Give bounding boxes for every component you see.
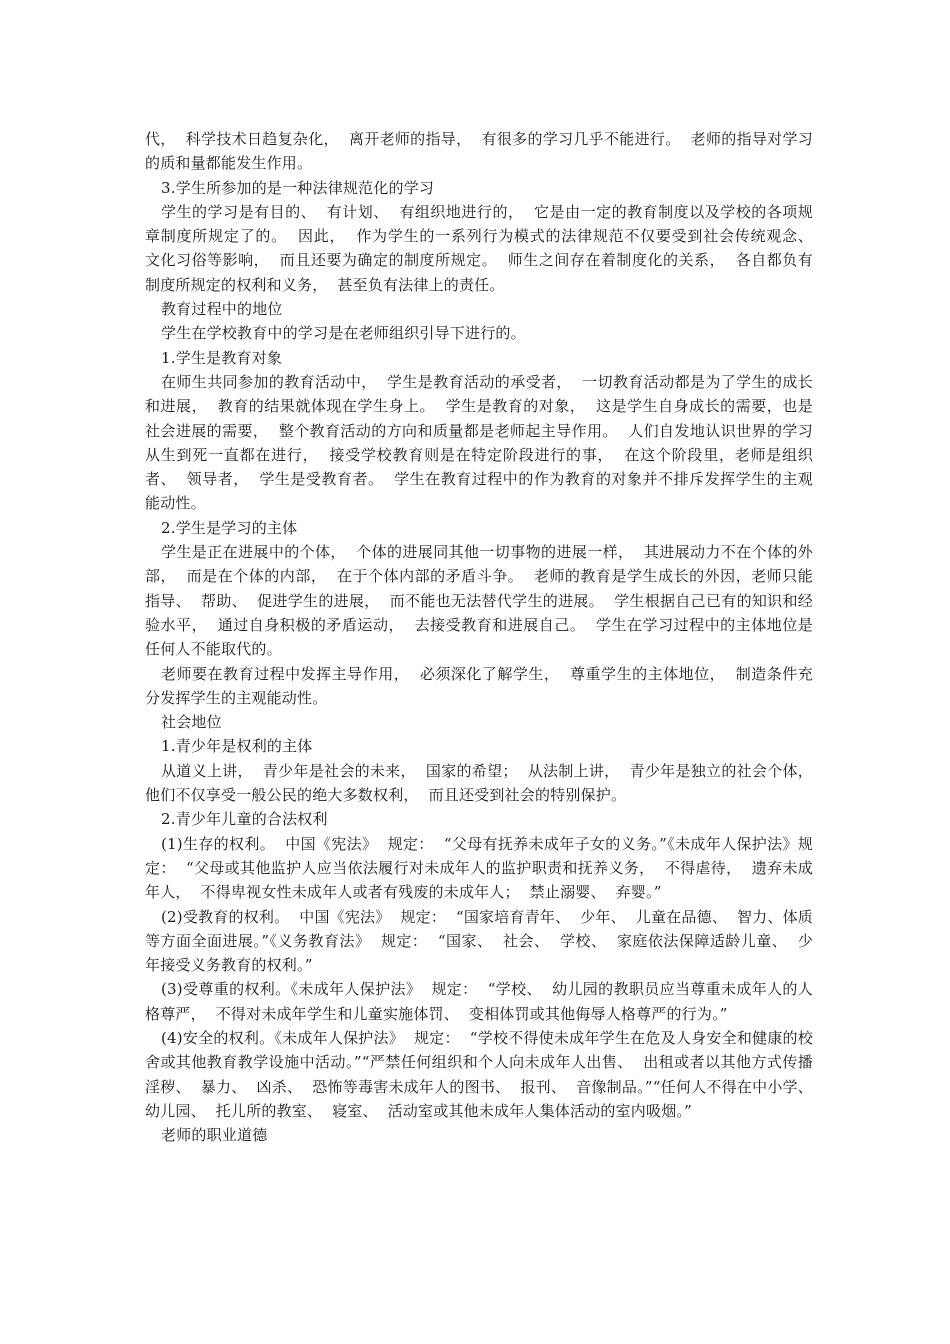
paragraph: 学生是正在进展中的个体， 个体的进展同其他一切事物的进展一样， 其进展动力不在个体的外部， 而是在个体的内部， 在于个体内部的矛盾斗争。 老师的教育是学生成长的外因，老师只能指导、 帮助、 促进学生的进展， 而不能也无法替代学生的进展。 学生根据自己已有的知识和经验水平， 通过自身积极的矛盾运动， 去接受教育和进展自己。 学生在学习过程中的主体地位是任何人不能取代的。 <box>145 543 813 659</box>
section-heading: 老师的职业道德 <box>161 1126 268 1145</box>
section-heading: 社会地位 <box>161 713 222 732</box>
paragraph: (2)受教育的权利。 中国《宪法》 规定： “国家培育青年、 少年、 儿童在品德、 智力、体质等方面全面进展。”《义务教育法》 规定： “国家、 社会、 学校、 家庭依法保障适龄儿童、 少年接受义务教育的权利。” <box>145 907 813 975</box>
paragraph: (3)受尊重的权利。《未成年人保护法》 规定： “学校、 幼儿园的教职员应当尊重未成年人的人格尊严， 不得对未成年学生和儿童实施体罚、 变相体罚或其他侮辱人格尊严的行为。” <box>145 980 813 1023</box>
section-heading: 3.学生所参加的是一种法律规范化的学习 <box>161 178 435 197</box>
section-heading: 1.学生是教育对象 <box>161 348 283 367</box>
section-heading: 教育过程中的地位 <box>161 300 283 319</box>
paragraph: 学生在学校教育中的学习是在老师组织引导下进行的。 <box>161 324 526 343</box>
section-heading: 1.青少年是权利的主体 <box>161 737 313 756</box>
paragraph: (1)生存的权利。 中国《宪法》 规定： “父母有抚养未成年子女的义务。”《未成年人保护法》规定： “父母或其他监护人应当依法履行对未成年人的监护职责和抚养义务， 不得虐待， 遗弃未成年人， 不得卑视女性未成年人或者有残废的未成年人； 禁止溺婴、 弃婴。” <box>145 834 813 902</box>
paragraph: 在师生共同参加的教育活动中， 学生是教育活动的承受者， 一切教育活动都是为了学生的成长和进展， 教育的结果就体现在学生身上。 学生是教育的对象， 这是学生自身成长的需要，也是社会进展的需要， 整个教育活动的方向和质量都是老师起主导作用。 人们自发地认识世界的学习从生到死一直都在进行， 接受学校教育则是在特定阶段进行的事， 在这个阶段里，老师是组织者、 领导者， 学生是受教育者。 学生在教育过程中的作为教育的对象并不排斥发挥学生的主观能动性。 <box>145 372 813 513</box>
paragraph: 老师要在教育过程中发挥主导作用， 必须深化了解学生， 尊重学生的主体地位， 制造条件充分发挥学生的主观能动性。 <box>145 664 814 707</box>
section-heading: 2.青少年儿童的合法权利 <box>161 810 328 829</box>
section-heading: 2.学生是学习的主体 <box>161 518 298 537</box>
paragraph: 学生的学习是有目的、 有计划、 有组织地进行的， 它是由一定的教育制度以及学校的各项规章制度所规定了的。 因此， 作为学生的一系列行为模式的法律规范不仅要受到社会传统观念、 文化习俗等影响， 而且还要为确定的制度所规定。 师生之间存在着制度化的关系， 各自都负有制度所规定的权利和义务， 甚至负有法律上的责任。 <box>145 202 823 294</box>
paragraph: 代， 科学技术日趋复杂化， 离开老师的指导， 有很多的学习几乎不能进行。 老师的指导对学习的质和量都能发生作用。 <box>145 130 813 173</box>
document-body <box>145 127 823 1147</box>
paragraph: 从道义上讲， 青少年是社会的未来， 国家的希望； 从法制上讲， 青少年是独立的社会个体，他们不仅享受一般公民的绝大多数权利， 而且还受到社会的特别保护。 <box>145 761 813 805</box>
paragraph: (4)安全的权利。《未成年人保护法》 规定： “学校不得使未成年学生在危及人身安全和健康的校舍或其他教育教学设施中活动。”“严禁任何组织和个人向未成年人出售、 出租或者以其他方式传播淫秽、 暴力、 凶杀、 恐怖等毒害未成年人的图书、 报刊、 音像制品。”“任何人不得在中小学、 幼儿园、 托儿所的教室、 寝室、 活动室或其他未成年人集体活动的室内吸烟。” <box>145 1028 823 1120</box>
